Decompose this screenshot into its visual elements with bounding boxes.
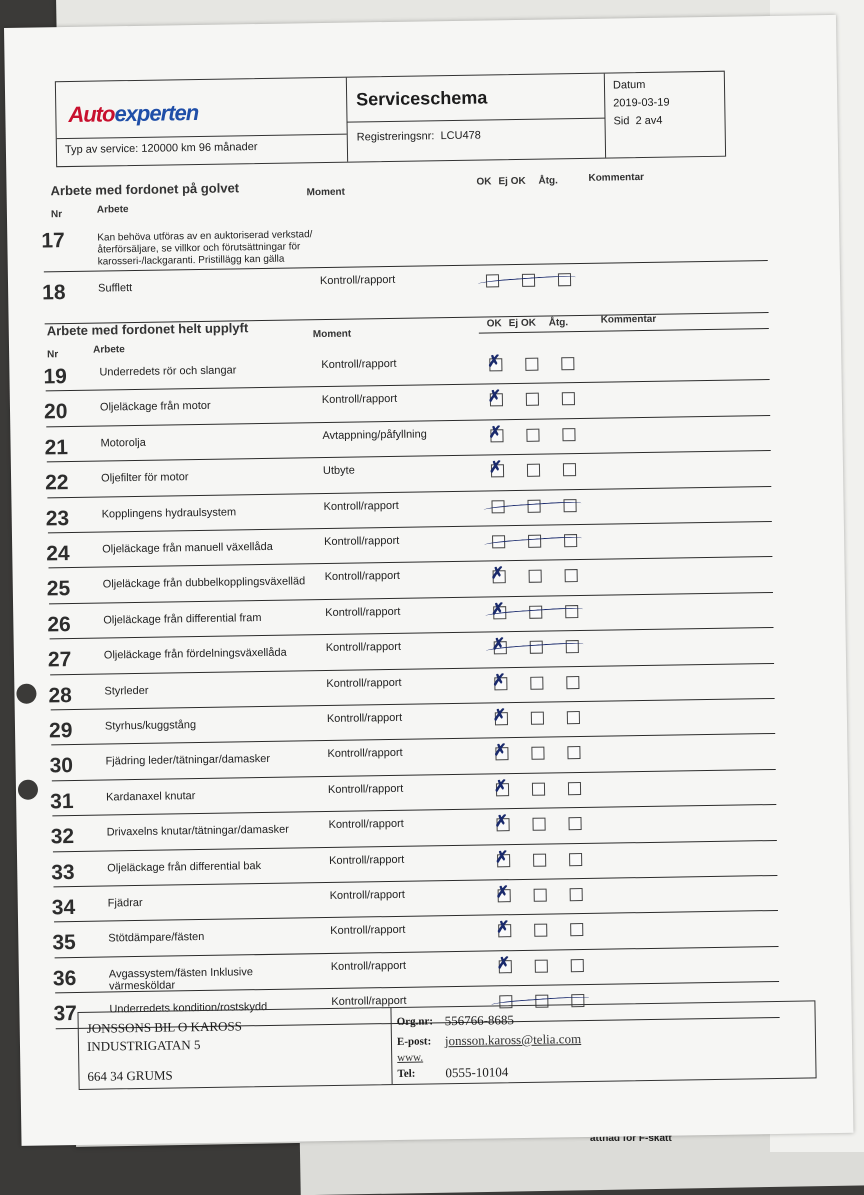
header-box (55, 71, 726, 168)
email-label: E-post: (396, 1035, 432, 1048)
checkmark-icon: ✗ (496, 919, 510, 937)
service-type: Typ av service: 120000 km 96 månader (64, 141, 258, 157)
col-kommentar: Kommentar (600, 313, 657, 326)
row-arbete: Stötdämpare/fästen (108, 931, 205, 945)
ok-checkbox[interactable] (493, 742, 508, 761)
ok-checkbox[interactable] (488, 424, 503, 442)
row-number: 26 (47, 612, 71, 637)
tel-value: 0555-10104 (445, 1064, 509, 1081)
row-moment: Kontroll/rapport (331, 994, 407, 1009)
row-moment: Avtappning/påfyllning (322, 428, 427, 442)
checkmark-icon: ✗ (492, 671, 506, 690)
atg-checkbox[interactable] (567, 746, 580, 759)
atg-checkbox[interactable] (566, 676, 579, 689)
ejok-checkbox[interactable] (534, 924, 547, 937)
ejok-checkbox[interactable] (530, 676, 543, 689)
row-number: 20 (43, 400, 68, 424)
row-number: 21 (44, 435, 69, 460)
row-arbete: Fjädrar (107, 896, 143, 910)
ok-checkbox[interactable] (492, 707, 508, 725)
row-arbete: Motorolja (100, 436, 146, 450)
autoexperten-logo: Autoexperten (68, 99, 199, 127)
row-moment: Kontroll/rapport (329, 853, 405, 867)
row-moment: Kontroll/rapport (326, 711, 403, 726)
row-number: 30 (49, 754, 74, 778)
atg-checkbox[interactable] (565, 569, 578, 582)
checkmark-icon: ✗ (491, 636, 506, 654)
checkmark-icon: ✗ (495, 884, 510, 902)
row-moment: Kontroll/rapport (321, 357, 397, 372)
row-moment: Kontroll/rapport (325, 641, 402, 655)
row-arbete: Oljeläckage från motor (99, 400, 211, 414)
checkmark-icon: ✗ (494, 813, 509, 831)
row-moment: Kontroll/rapport (324, 534, 400, 549)
row-arbete: Oljefilter för motor (100, 471, 189, 485)
row-moment: Kontroll/rapport (324, 570, 400, 584)
ok-checkbox[interactable] (487, 388, 503, 407)
dealer-city: 664 34 GRUMS (87, 1067, 173, 1084)
checkmark-icon: ✗ (493, 777, 508, 796)
ok-checkbox[interactable] (495, 884, 511, 902)
atg-checkbox[interactable] (569, 853, 582, 866)
date-value: 2019-03-19 (613, 96, 670, 110)
ok-checkbox[interactable] (487, 353, 502, 371)
ejok-checkbox[interactable] (532, 782, 545, 795)
checkmark-icon: ✗ (487, 353, 501, 371)
row-number: 17 (41, 229, 65, 253)
ejok-checkbox[interactable] (533, 853, 546, 866)
ok-checkbox[interactable] (494, 813, 509, 831)
row-moment: Kontroll/rapport (329, 888, 405, 902)
row-moment: Kontroll/rapport (327, 747, 403, 761)
row-moment: Kontroll/rapport (326, 676, 402, 690)
row-arbete: Kardanaxel knutar (106, 789, 196, 804)
col-kommentar: Kommentar (588, 171, 645, 184)
row-arbete: Oljeläckage från differential fram (103, 611, 262, 627)
ejok-checkbox[interactable] (529, 570, 542, 583)
date-label: Datum (612, 78, 646, 92)
dealer-name: JONSSONS BIL O KAROSS (86, 1018, 243, 1036)
ejok-checkbox[interactable] (526, 393, 539, 406)
service-schedule-page (4, 15, 853, 1146)
section-title-floor: Arbete med fordonet på golvet (50, 180, 240, 199)
row-arbete: Oljeläckage från differential bak (107, 859, 262, 875)
row-moment: Kontroll/rapport (327, 782, 404, 796)
ejok-checkbox[interactable] (525, 358, 538, 371)
atg-checkbox[interactable] (567, 711, 580, 724)
row-moment: Kontroll/rapport (328, 818, 404, 832)
atg-checkbox[interactable] (568, 782, 581, 795)
checkmark-icon: ✗ (488, 459, 503, 477)
ejok-checkbox[interactable] (532, 818, 545, 831)
atg-checkbox[interactable] (571, 959, 584, 972)
ejok-checkbox[interactable] (535, 959, 548, 972)
row-arbete: Oljeläckage från fördelningsväxellåda (103, 646, 287, 662)
row-moment: Kontroll/rapport (323, 499, 399, 513)
section-title-lifted: Arbete med fordonet helt upplyft (46, 320, 249, 339)
row-number: 22 (44, 471, 69, 495)
orgnr-label: Org.nr: (396, 1015, 434, 1028)
row-moment: Kontroll/rapport (319, 273, 396, 288)
checkmark-icon: ✗ (494, 848, 509, 866)
row-arbete: Fjädring leder/tätningar/damasker (105, 753, 271, 768)
ejok-checkbox[interactable] (531, 712, 544, 725)
row-arbete: Kan behöva utföras av en auktoriserad verkstad/återförsäljare, se villkor och förutsättningar för karosseri-/lackgaranti. Pristillägg kan gälla (97, 229, 313, 268)
col-ejok: Ej OK (508, 317, 537, 330)
checkmark-icon: ✗ (488, 424, 502, 442)
col-arbete: Arbete (96, 204, 129, 216)
row-number: 28 (48, 683, 73, 707)
row-number: 19 (43, 365, 68, 389)
checkmark-icon: ✗ (487, 388, 502, 406)
header-logo-cell (56, 78, 348, 167)
col-moment: Moment (306, 186, 346, 199)
row-arbete: Kopplingens hydraulsystem (101, 506, 237, 521)
row-arbete: Oljeläckage från manuell växellåda (102, 540, 273, 556)
row-number: 31 (49, 789, 74, 814)
col-atg: Åtg. (548, 317, 569, 329)
www-label: www. (397, 1051, 424, 1064)
col-arbete: Arbete (92, 344, 125, 356)
page-title: Serviceschema (356, 87, 488, 110)
ok-checkbox[interactable] (494, 848, 510, 867)
tel-label: Tel: (397, 1067, 416, 1080)
orgnr-value: 556766-8685 (444, 1012, 515, 1029)
ok-checkbox[interactable] (496, 919, 511, 938)
row-moment: Kontroll/rapport (330, 924, 406, 938)
row-moment: Kontroll/rapport (321, 393, 398, 407)
col-moment: Moment (312, 328, 352, 341)
atg-checkbox[interactable] (562, 392, 575, 405)
punch-hole (18, 780, 38, 800)
atg-checkbox[interactable] (568, 817, 581, 830)
row-arbete: Sufflett (98, 282, 133, 295)
atg-checkbox[interactable] (562, 428, 575, 441)
page-indicator: Sid 2 av4 (613, 114, 663, 128)
checkmark-icon: ✗ (493, 742, 507, 760)
dealer-address: INDUSTRIGATAN 5 (86, 1037, 201, 1054)
col-ejok: Ej OK (498, 175, 526, 188)
col-ok: OK (476, 176, 492, 188)
punch-hole (16, 684, 36, 704)
row-number: 27 (47, 648, 72, 672)
row-arbete: Styrhus/kuggstång (104, 719, 197, 733)
header-title-cell (346, 74, 606, 162)
row-moment: Kontroll/rapport (330, 959, 407, 973)
row-number: 34 (51, 895, 76, 920)
row-arbete: Underredets kondition/rostskydd (109, 1001, 268, 1016)
atg-checkbox[interactable] (561, 357, 574, 370)
row-number: 25 (46, 577, 71, 601)
atg-checkbox[interactable] (570, 923, 583, 936)
ok-checkbox[interactable] (490, 565, 506, 584)
checkmark-icon: ✗ (491, 601, 505, 619)
row-arbete: Styrleder (104, 684, 149, 698)
row-arbete: Drivaxelns knutar/tätningar/damasker (106, 823, 289, 839)
checkmark-icon: ✗ (490, 565, 505, 583)
ejok-checkbox[interactable] (526, 428, 539, 441)
ejok-checkbox[interactable] (531, 747, 544, 760)
col-ok: OK (486, 318, 502, 330)
atg-checkbox[interactable] (563, 463, 576, 476)
checklist-row (37, 210, 777, 268)
col-nr: Nr (50, 209, 63, 221)
row-number: 24 (46, 542, 70, 566)
row-number: 36 (52, 966, 77, 991)
row-arbete: Avgassystem/fästen Inklusive värmesköldar (108, 966, 254, 993)
row-number: 29 (48, 719, 73, 743)
row-number: 18 (41, 281, 66, 305)
registration-number: Registreringsnr: LCU478 (356, 129, 481, 144)
email-link[interactable]: jonsson.kaross@telia.com (444, 1031, 582, 1049)
row-moment: Kontroll/rapport (325, 605, 401, 619)
row-number: 35 (52, 931, 76, 955)
ejok-checkbox[interactable] (534, 889, 547, 902)
side-bottom-text: ättnad för F-skatt (590, 1133, 672, 1144)
row-arbete: Underredets rör och slangar (99, 364, 237, 379)
row-number: 33 (51, 860, 75, 884)
checkmark-icon: ✗ (496, 954, 511, 973)
dealer-footer (77, 1000, 816, 1090)
col-atg: Åtg. (538, 175, 559, 187)
row-number: 23 (45, 506, 70, 530)
ejok-checkbox[interactable] (527, 464, 540, 477)
col-nr: Nr (47, 349, 59, 361)
ok-checkbox[interactable] (488, 459, 504, 477)
ok-checkbox[interactable] (496, 954, 512, 973)
ok-checkbox[interactable] (493, 777, 509, 796)
row-arbete: Oljeläckage från dubbelkopplingsväxelläd (102, 575, 306, 591)
row-moment: Utbyte (322, 464, 355, 478)
row-number: 32 (50, 825, 75, 849)
row-number: 37 (53, 1002, 78, 1026)
checkmark-icon: ✗ (492, 707, 507, 725)
atg-checkbox[interactable] (570, 888, 583, 901)
ok-checkbox[interactable] (492, 671, 507, 690)
